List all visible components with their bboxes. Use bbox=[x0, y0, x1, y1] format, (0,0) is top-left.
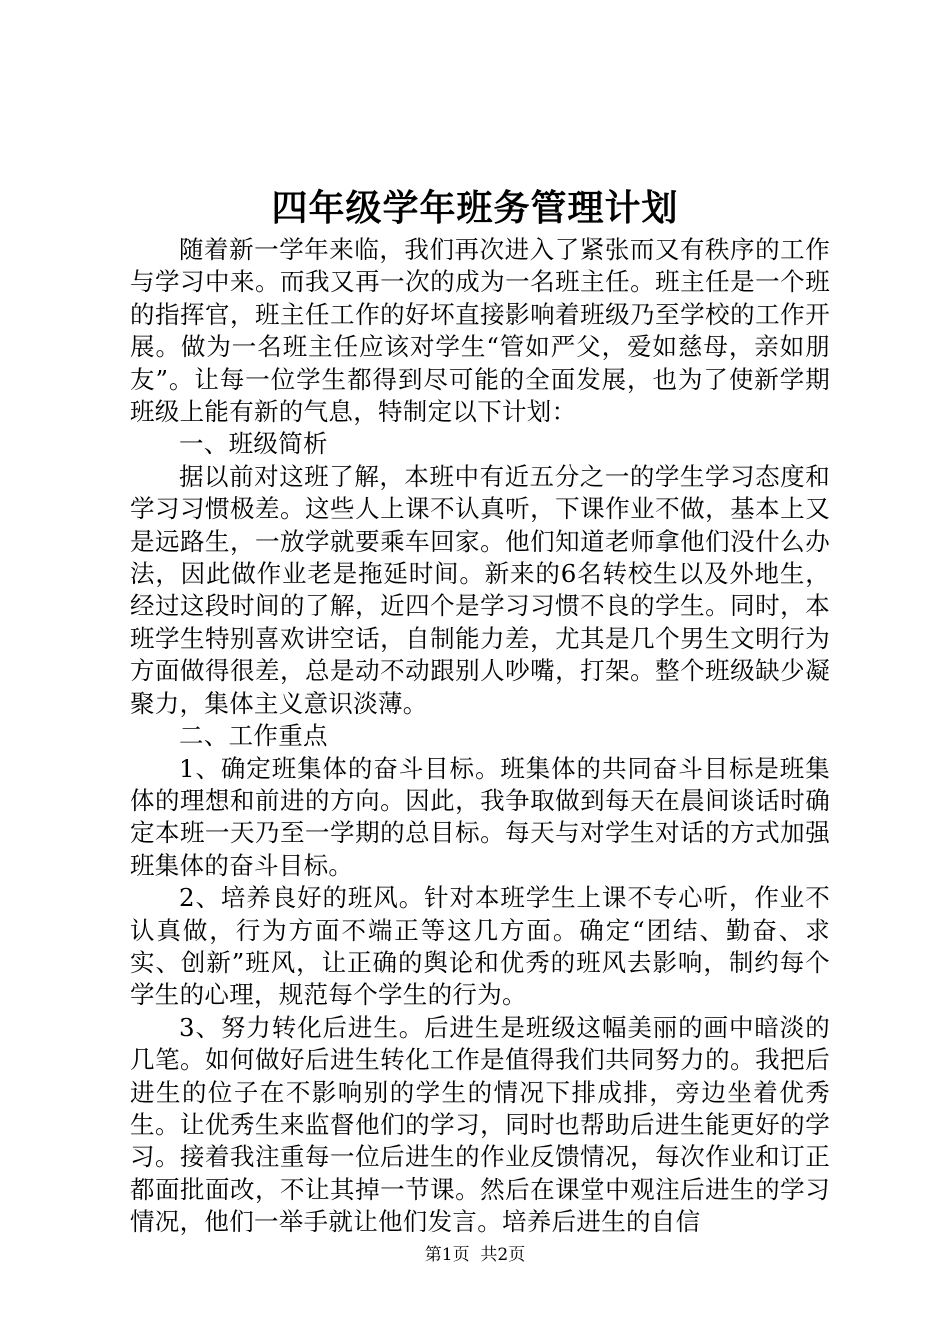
heading-class-analysis: 一、班级简析 bbox=[179, 429, 328, 459]
document-title: 四年级学年班务管理计划 bbox=[271, 187, 679, 229]
heading-work-focus: 二、工作重点 bbox=[179, 721, 328, 751]
paragraph-underachievers: 3、努力转化后进生。后进生是班级这幅美丽的画中暗淡的几笔。如何做好后进生转化工作是值得我们共同努力的。我把后进生的位子在不影响别的学生的情况下排成排，旁边坐着优秀生。让优秀生来监督他们的学习，同时也帮助后进生能更好的学习。接着我注重每一位后进生的作业反馈情况，每次作业和订正都面批面改，不让其掉一节课。然后在课堂中观注后进生的学习情况，他们一举手就让他们发言。培养后进生的自信 bbox=[130, 1012, 830, 1237]
paragraph-goal: 1、确定班集体的奋斗目标。班集体的共同奋斗目标是班集体的理想和前进的方向。因此，我争取做到每天在晨间谈话时确定本班一天乃至一学期的总目标。每天与对学生对话的方式加强班集体的奋斗目标。 bbox=[130, 753, 830, 880]
paragraph-class-analysis: 据以前对这班了解，本班中有近五分之一的学生学习态度和学习习惯极差。这些人上课不认真听，下课作业不做，基本上又是远路生，一放学就要乘车回家。他们知道老师拿他们没什么办法，因此做作业老是拖延时间。新来的6名转校生以及外地生，经过这段时间的了解，近四个是学习习惯不良的学生。同时，本班学生特别喜欢讲空话，自制能力差，尤其是几个男生文明行为方面做得很差，总是动不动跟别人吵嘴，打架。整个班级缺少凝聚力，集体主义意识淡薄。 bbox=[130, 461, 831, 718]
document-body bbox=[130, 234, 830, 1239]
page-footer bbox=[0, 1244, 950, 1266]
page-number: 第1页 共2页 bbox=[424, 1245, 526, 1265]
paragraph-intro: 随着新一学年来临，我们再次进入了紧张而又有秩序的工作与学习中来。而我又再一次的成为一名班主任。班主任是一个班的指挥官，班主任工作的好坏直接影响着班级乃至学校的工作开展。做为一名班主任应该对学生“管如严父，爱如慈母，亲如朋友”。让每一位学生都得到尽可能的全面发展，也为了使新学期班级上能有新的气息，特制定以下计划： bbox=[130, 235, 831, 427]
paragraph-class-style: 2、培养良好的班风。针对本班学生上课不专心听，作业不认真做，行为方面不端正等这几方面。确定“团结、勤奋、求实、创新”班风，让正确的舆论和优秀的班风去影响，制约每个学生的心理，规范每个学生的行为。 bbox=[130, 883, 830, 1010]
